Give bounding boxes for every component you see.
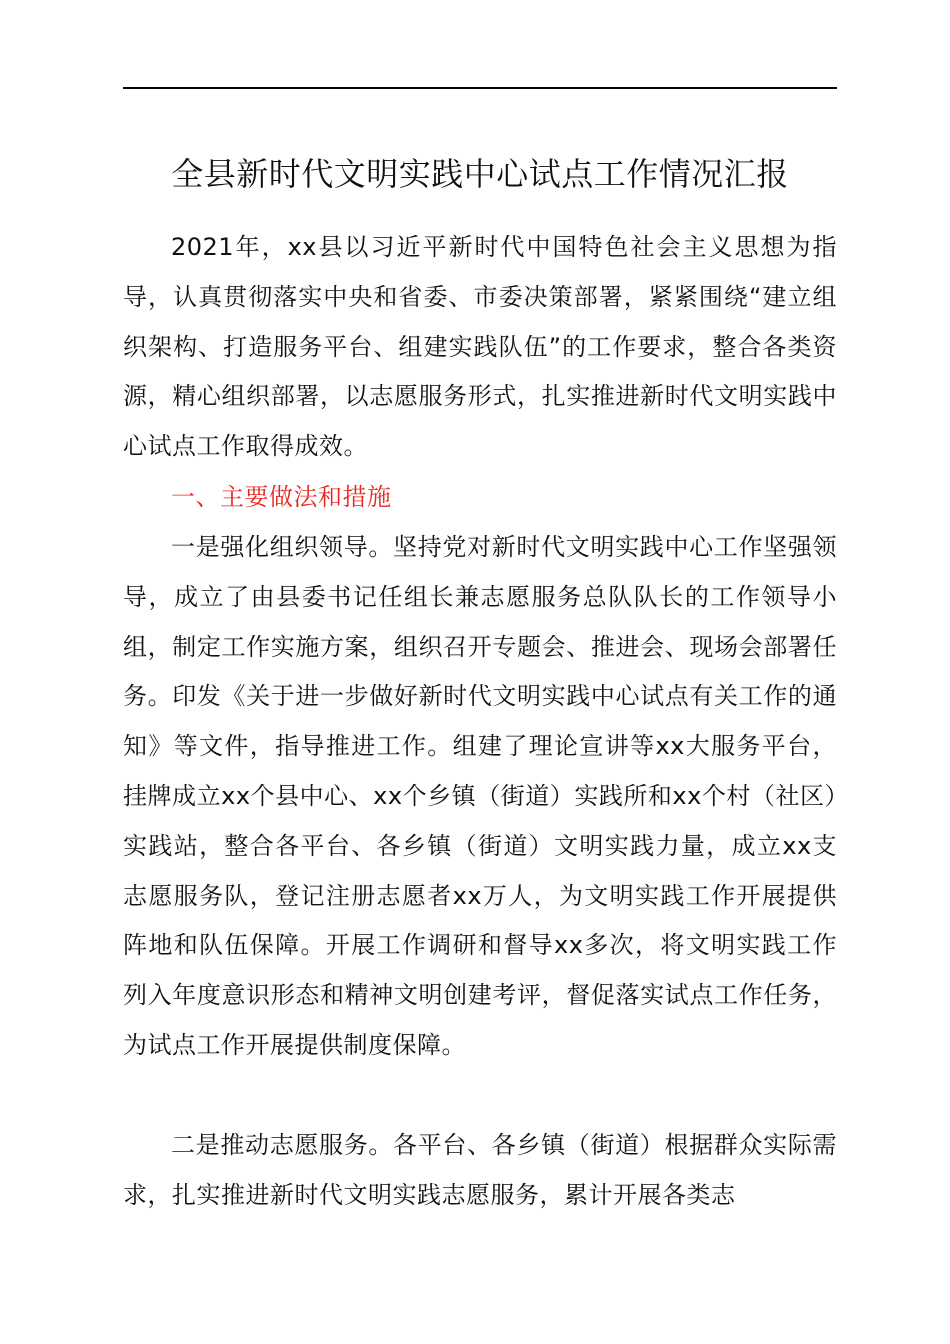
intro-paragraph: 2021年，xx县以习近平新时代中国特色社会主义思想为指导，认真贯彻落实中央和省委、市委决策部署，紧紧围绕“建立组织架构、打造服务平台、组建实践队伍”的工作要求，整合各类资源，精心组织部署，以志愿服务形式，扎实推进新时代文明实践中心试点工作取得成效。 [123, 233, 837, 461]
header-rule [123, 87, 837, 89]
section-heading: 一、主要做法和措施 [171, 483, 392, 511]
paragraph-item-two: 二是推动志愿服务。各平台、各乡镇（街道）根据群众实际需求，扎实推进新时代文明实践志愿服务，累计开展各类志 [123, 1131, 837, 1209]
paragraph-item-one: 一是强化组织领导。坚持党对新时代文明实践中心工作坚强领导，成立了由县委书记任组长兼志愿服务总队队长的工作领导小组，制定工作实施方案，组织召开专题会、推进会、现场会部署任务。印发《关于进一步做好新时代文明实践中心试点有关工作的通知》等文件，指导推进工作。组建了理论宣讲等xx大服务平台，挂牌成立xx个县中心、xx个乡镇（街道）实践所和xx个村（社区）实践站，整合各平台、各乡镇（街道）文明实践力量，成立xx支志愿服务队，登记注册志愿者xx万人，为文明实践工作开展提供阵地和队伍保障。开展工作调研和督导xx多次，将文明实践工作列入年度意识形态和精神文明创建考评，督促落实试点工作任务，为试点工作开展提供制度保障。 [123, 533, 837, 1059]
document-title: 全县新时代文明实践中心试点工作情况汇报 [171, 155, 789, 193]
